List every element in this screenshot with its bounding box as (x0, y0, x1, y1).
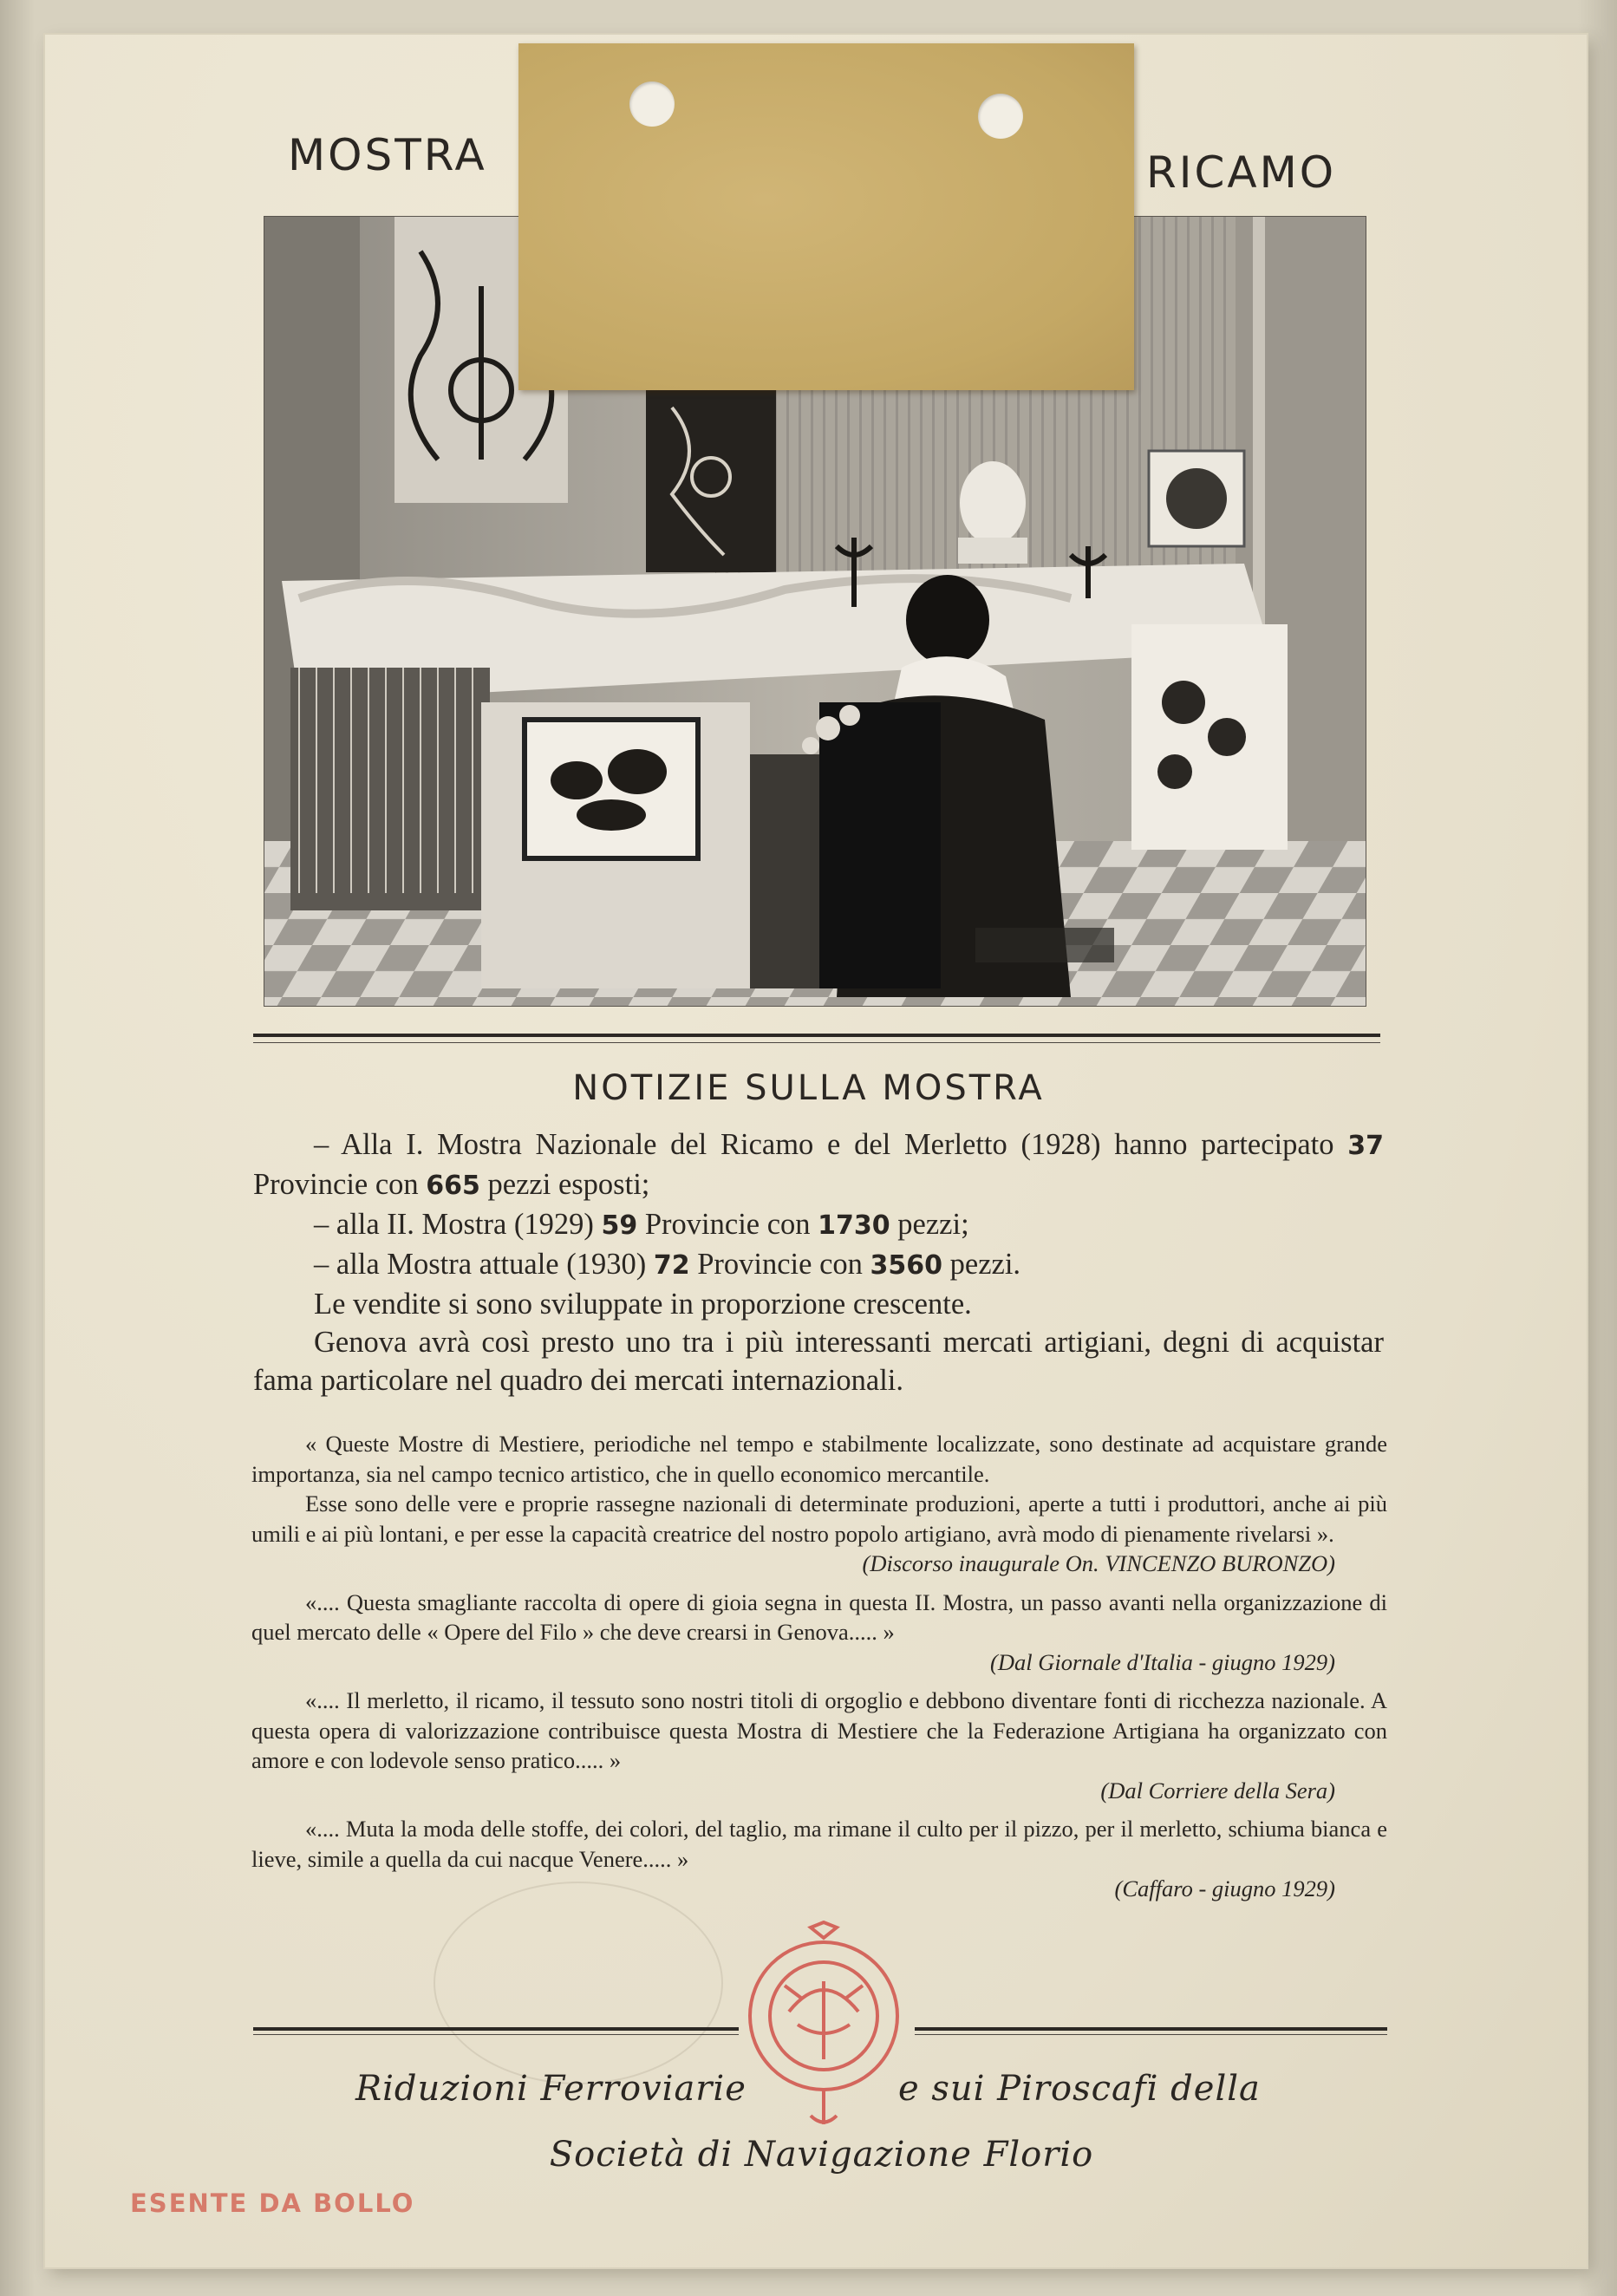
footer-divider-right-thin (915, 2034, 1387, 2035)
footer-divider-left-thin (253, 2034, 739, 2035)
quote-text: « Queste Mostre di Mestiere, periodiche nel tempo e stabilmente localizzate, sono destinate ad acquistare grande importanza, sia nel campo tecnico artistico, che in quello economico mercantile. (251, 1431, 1387, 1487)
footer-ship-discount: e sui Piroscafi della (898, 2069, 1261, 2109)
divider-thick (253, 1034, 1380, 1037)
footer-divider-left (253, 2027, 739, 2031)
exempt-stamp: ESENTE DA BOLLO (130, 2188, 415, 2218)
footer-rail-discount: Riduzioni Ferroviarie (355, 2069, 747, 2109)
footer-company: Società di Navigazione Florio (549, 2135, 1094, 2175)
press-quotes (251, 1429, 1387, 1913)
stats-line-3: – alla Mostra attuale (1930) 72 Provincie con 3560 pezzi. (314, 1248, 1021, 1281)
quote-source: (Dal Giornale d'Italia - giugno 1929) (990, 1648, 1335, 1675)
divider-thin (253, 1042, 1380, 1043)
footer-divider-right (915, 2027, 1387, 2031)
tag-hole (629, 82, 675, 127)
quote-text: Esse sono delle vere e proprie rassegne nazionali di determinate produzioni, aperte a tutti i produttori, anche ai più umili e ai più lontani, e per esse la capacità creatrice del nostro popolo artigiano, avrà modo di pienamente rivelarsi ». (251, 1490, 1387, 1547)
section-title: NOTIZIE SULLA MOSTRA (572, 1068, 1045, 1108)
quote-text: «.... Muta la moda delle stoffe, dei colori, del taglio, ma rimane il culto per il pizzo, per il merletto, schiuma bianca e lieve, simile a quella da cui nacque Venere..... » (251, 1816, 1387, 1872)
quote-source: (Discorso inaugurale On. VINCENZO BURONZO) (862, 1550, 1335, 1576)
header-right-word: RICAMO (1146, 147, 1337, 198)
stats-line-2: – alla II. Mostra (1929) 59 Provincie con 1730 pezzi; (314, 1208, 969, 1241)
quote-source: (Dal Corriere della Sera) (1100, 1777, 1335, 1804)
stats-line-4: Le vendite si sono sviluppate in proporzione crescente. (314, 1288, 972, 1321)
stats-line-5: Genova avrà così presto uno tra i più interessanti mercati artigiani, degni di acquistar fama particolare nel quadro dei mercati internazionali. (253, 1326, 1384, 1397)
stats-line-1: – Alla I. Mostra Nazionale del Ricamo e del Merletto (1928) hanno partecipato 37 Provincie con 665 pezzi esposti; (253, 1128, 1384, 1201)
quote-text: «.... Questa smagliante raccolta di opere di gioia segna in questa II. Mostra, un passo avanti nella organizzazione di quel mercato delle « Opere del Filo » che deve crearsi in Genova..... » (251, 1588, 1387, 1645)
tag-hole (978, 94, 1023, 139)
stats-text (253, 1125, 1384, 1399)
quote-source: (Caffaro - giugno 1929) (1114, 1875, 1335, 1901)
eagle-seal-icon (737, 1921, 910, 2137)
header-left-word: MOSTRA (288, 130, 487, 180)
price-tag (518, 43, 1134, 390)
quote-text: «.... Il merletto, il ricamo, il tessuto sono nostri titoli di orgoglio e debbono diventare fonti di ricchezza nazionale. A questa opera di valorizzazione contribuisce questa Mostra di Mestiere che la Federazione Artigiana ha organizzato con amore e con lodevole senso pratico..... » (251, 1687, 1387, 1773)
faded-postmark (434, 1882, 723, 2084)
